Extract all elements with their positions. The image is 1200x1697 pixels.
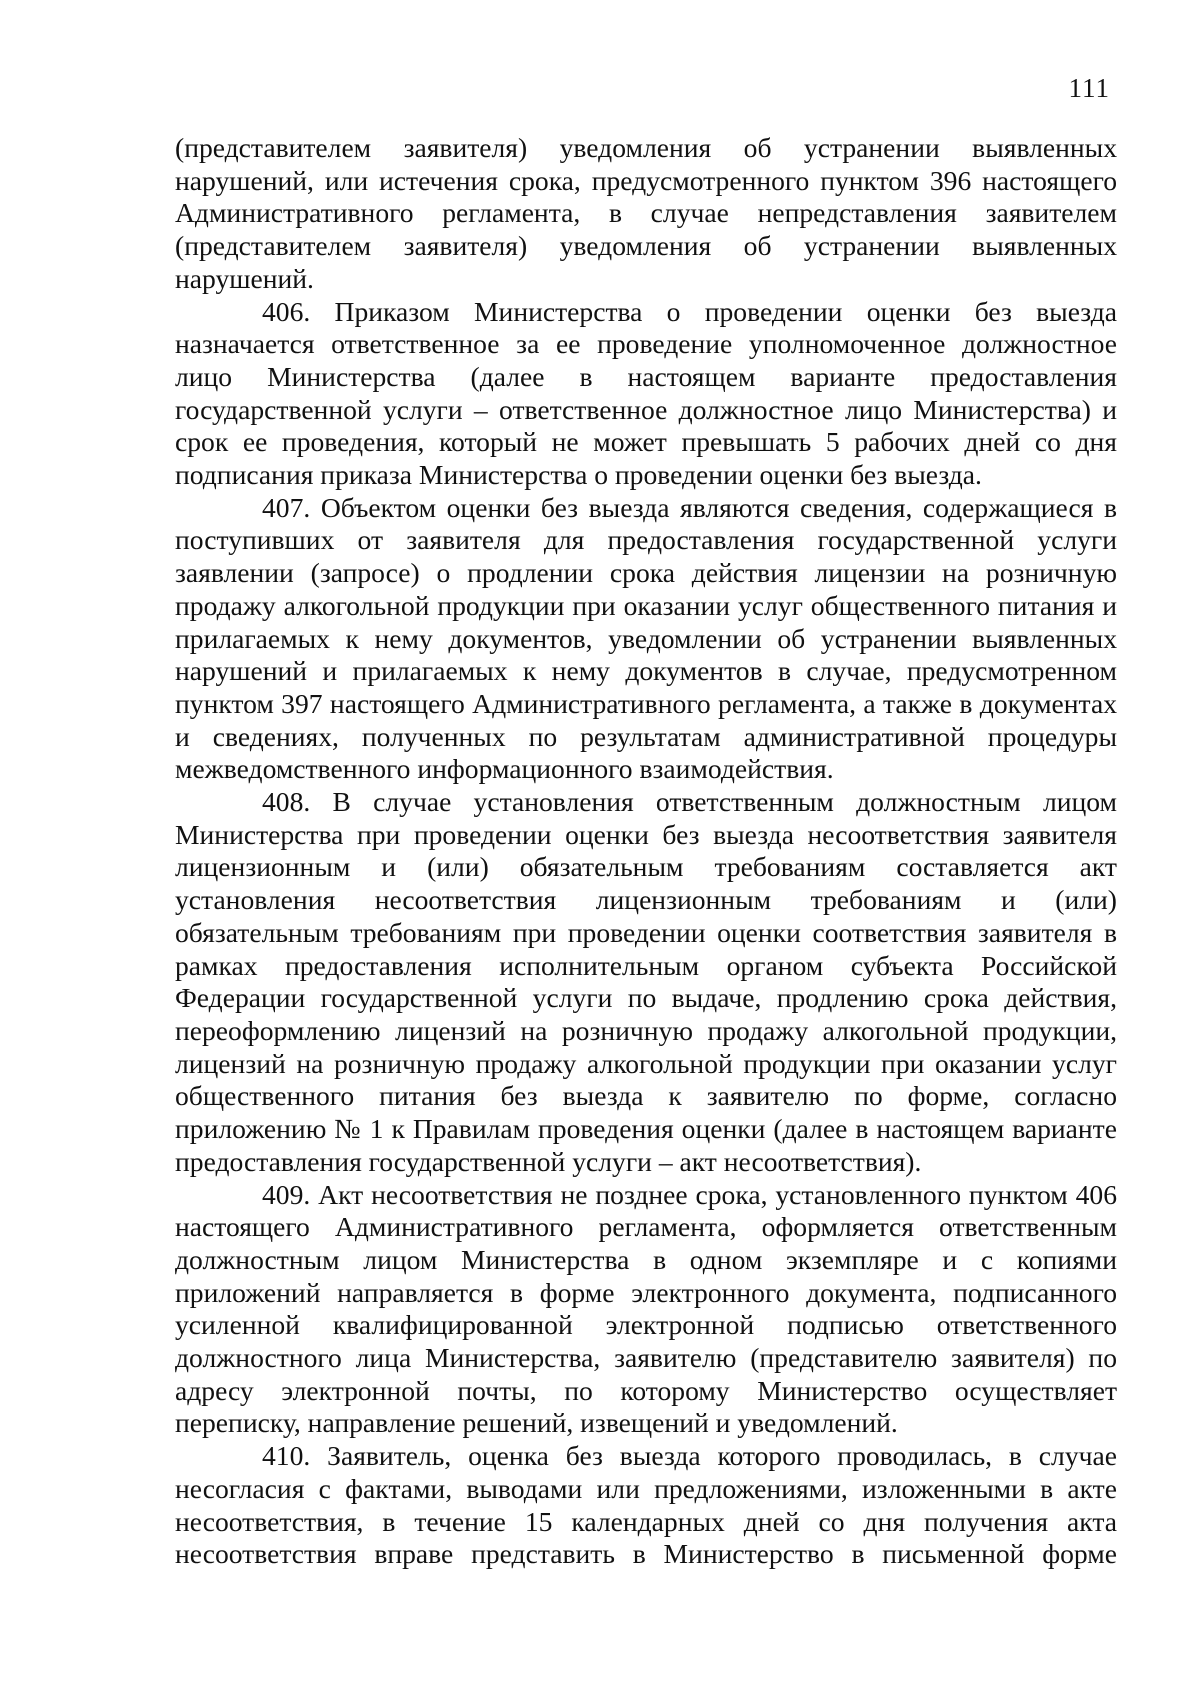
paragraph-408: 408. В случае установления ответственным должностным лицом Министерства при проведении оценки без выезда несоответствия заявителя лицензионным и (или) обязательным требованиям составляется акт установления несоответствия лицензионным требованиям и (или) обязательным требованиям при проведении оценки соответствия заявителя в рамках предоставления исполнительным органом субъекта Российской Федерации государственной услуги по выдаче, продлению срока действия, переоформлению лицензий на розничную продажу алкогольной продукции, лицензий на розничную продажу алкогольной продукции при оказании услуг общественного питания без выезда к заявителю по форме, согласно приложению № 1 к Правилам проведения оценки (далее в настоящем варианте предоставления государственной услуги – акт несоответствия).	[175, 786, 1117, 1177]
paragraph-407: 407. Объектом оценки без выезда являются сведения, содержащиеся в поступивших от заявителя для предоставления государственной услуги заявлении (запросе) о продлении срока действия лицензии на розничную продажу алкогольной продукции при оказании услуг общественного питания и прилагаемых к нему документов, уведомлении об устранении выявленных нарушений и прилагаемых к нему документов в случае, предусмотренном пунктом 397 настоящего Административного регламента, а также в документах и сведениях, полученных по результатам административной процедуры межведомственного информационного взаимодействия.	[175, 491, 1117, 785]
document-body	[175, 132, 1117, 1571]
page-number: 111	[1068, 73, 1110, 103]
paragraph-410: 410. Заявитель, оценка без выезда которого проводилась, в случае несогласия с фактами, выводами или предложениями, изложенными в акте несоответствия, в течение 15 календарных дней со дня получения акта несоответствия вправе представить в Министерство в письменной форме	[175, 1440, 1117, 1570]
paragraph-406: 406. Приказом Министерства о проведении оценки без выезда назначается ответственное за ее проведение уполномоченное должностное лицо Министерства (далее в настоящем варианте предоставления государственной услуги – ответственное должностное лицо Министерства) и срок ее проведения, который не может превышать 5 рабочих дней со дня подписания приказа Министерства о проведении оценки без выезда.	[175, 295, 1117, 491]
paragraph-continuation: (представителем заявителя) уведомления об устранении выявленных нарушений, или истечения срока, предусмотренного пунктом 396 настоящего Административного регламента, в случае непредставления заявителем (представителем заявителя) уведомления об устранении выявленных нарушений.	[175, 132, 1117, 294]
paragraph-409: 409. Акт несоответствия не позднее срока, установленного пунктом 406 настоящего Административного регламента, оформляется ответственным должностным лицом Министерства в одном экземпляре и с копиями приложений направляется в форме электронного документа, подписанного усиленной квалифицированной электронной подписью ответственного должностного лица Министерства, заявителю (представителю заявителя) по адресу электронной почты, по которому Министерство осуществляет переписку, направление решений, извещений и уведомлений.	[175, 1178, 1117, 1439]
